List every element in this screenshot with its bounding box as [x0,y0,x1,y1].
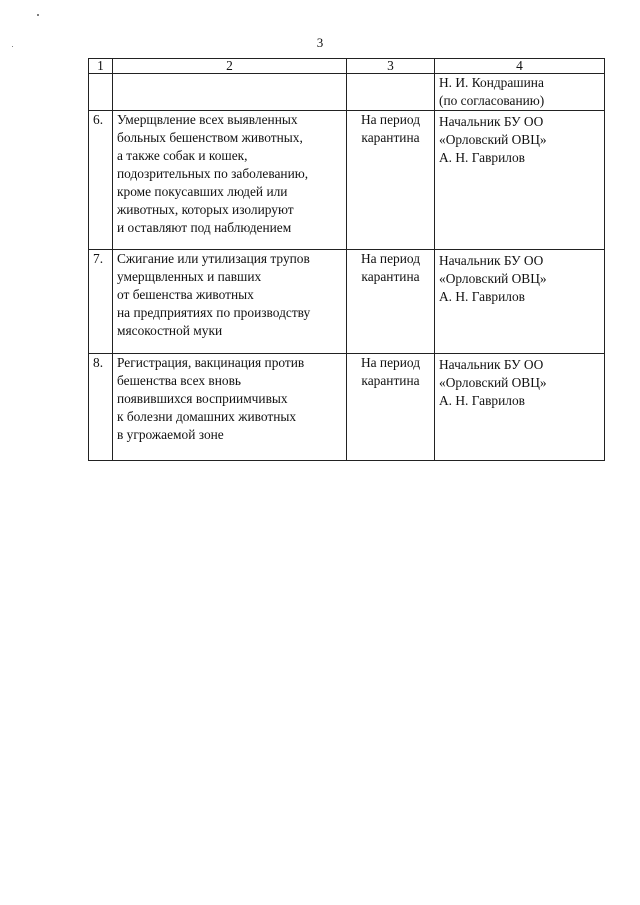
action-line: от бешенства животных [117,287,254,302]
row-number-cell: 6. [89,111,113,250]
row-number-cell: 8. [89,354,113,461]
page-number: 3 [316,35,324,50]
action-line: а также собак и кошек, [117,148,248,163]
responsible-cell [435,354,605,461]
responsible-line: «Орловский ОВЦ» [439,375,547,390]
term-cell [347,111,435,250]
table-row [89,111,605,250]
column-number-1: 1 [89,59,113,74]
action-line: животных, которых изолируют [117,202,294,217]
action-cell [113,250,347,354]
term-cell [347,354,435,461]
responsible-line: Начальник БУ ОО [439,357,544,372]
responsible-line: Начальник БУ ОО [439,253,544,268]
responsible-line: «Орловский ОВЦ» [439,132,547,147]
responsible-line: А. Н. Гаврилов [439,150,525,165]
column-number-4: 4 [435,59,605,74]
term-line: На период [360,112,421,127]
term-cell [347,74,435,111]
action-line: умерщвленных и павших [117,269,262,284]
table-row [89,250,605,354]
column-number-2: 2 [113,59,347,74]
action-line: к болезни домашних животных [117,409,297,424]
term-line: На период [360,355,421,370]
responsible-cell [435,250,605,354]
action-line: кроме покусавших людей или [117,184,288,199]
responsible-line: Начальник БУ ОО [439,114,544,129]
action-cell [113,74,347,111]
responsible-line: А. Н. Гаврилов [439,393,525,408]
responsible-cell [435,74,605,111]
action-line: и оставляют под наблюдением [117,220,292,235]
term-line: карантина [361,269,420,284]
action-line: бешенства всех вновь [117,373,242,388]
row-number-cell: 7. [89,250,113,354]
action-line: в угрожаемой зоне [117,427,224,442]
table-row-continuation [89,74,605,111]
action-line: на предприятиях по производству [117,305,311,320]
responsible-line: (по согласованию) [439,93,545,108]
action-line: появившихся восприимчивых [117,391,288,406]
scan-speck [37,14,39,16]
action-line: Сжигание или утилизация трупов [117,251,310,266]
table-row [89,354,605,461]
term-line: На период [360,251,421,266]
table-header-row [89,59,605,74]
action-line: подозрительных по заболеванию, [117,166,309,181]
responsible-line: А. Н. Гаврилов [439,289,525,304]
row-number-cell [89,74,113,111]
term-line: карантина [361,373,420,388]
column-number-3: 3 [347,59,435,74]
action-cell [113,111,347,250]
action-cell [113,354,347,461]
action-line: Умерщвление всех выявленных [117,112,298,127]
action-line: мясокостной муки [117,323,223,338]
term-cell [347,250,435,354]
responsible-line: «Орловский ОВЦ» [439,271,547,286]
action-line: больных бешенством животных, [117,130,303,145]
action-line: Регистрация, вакцинация против [117,355,305,370]
responsible-cell [435,111,605,250]
measures-table [88,58,605,461]
responsible-line: Н. И. Кондрашина [439,75,544,90]
term-line: карантина [361,130,420,145]
